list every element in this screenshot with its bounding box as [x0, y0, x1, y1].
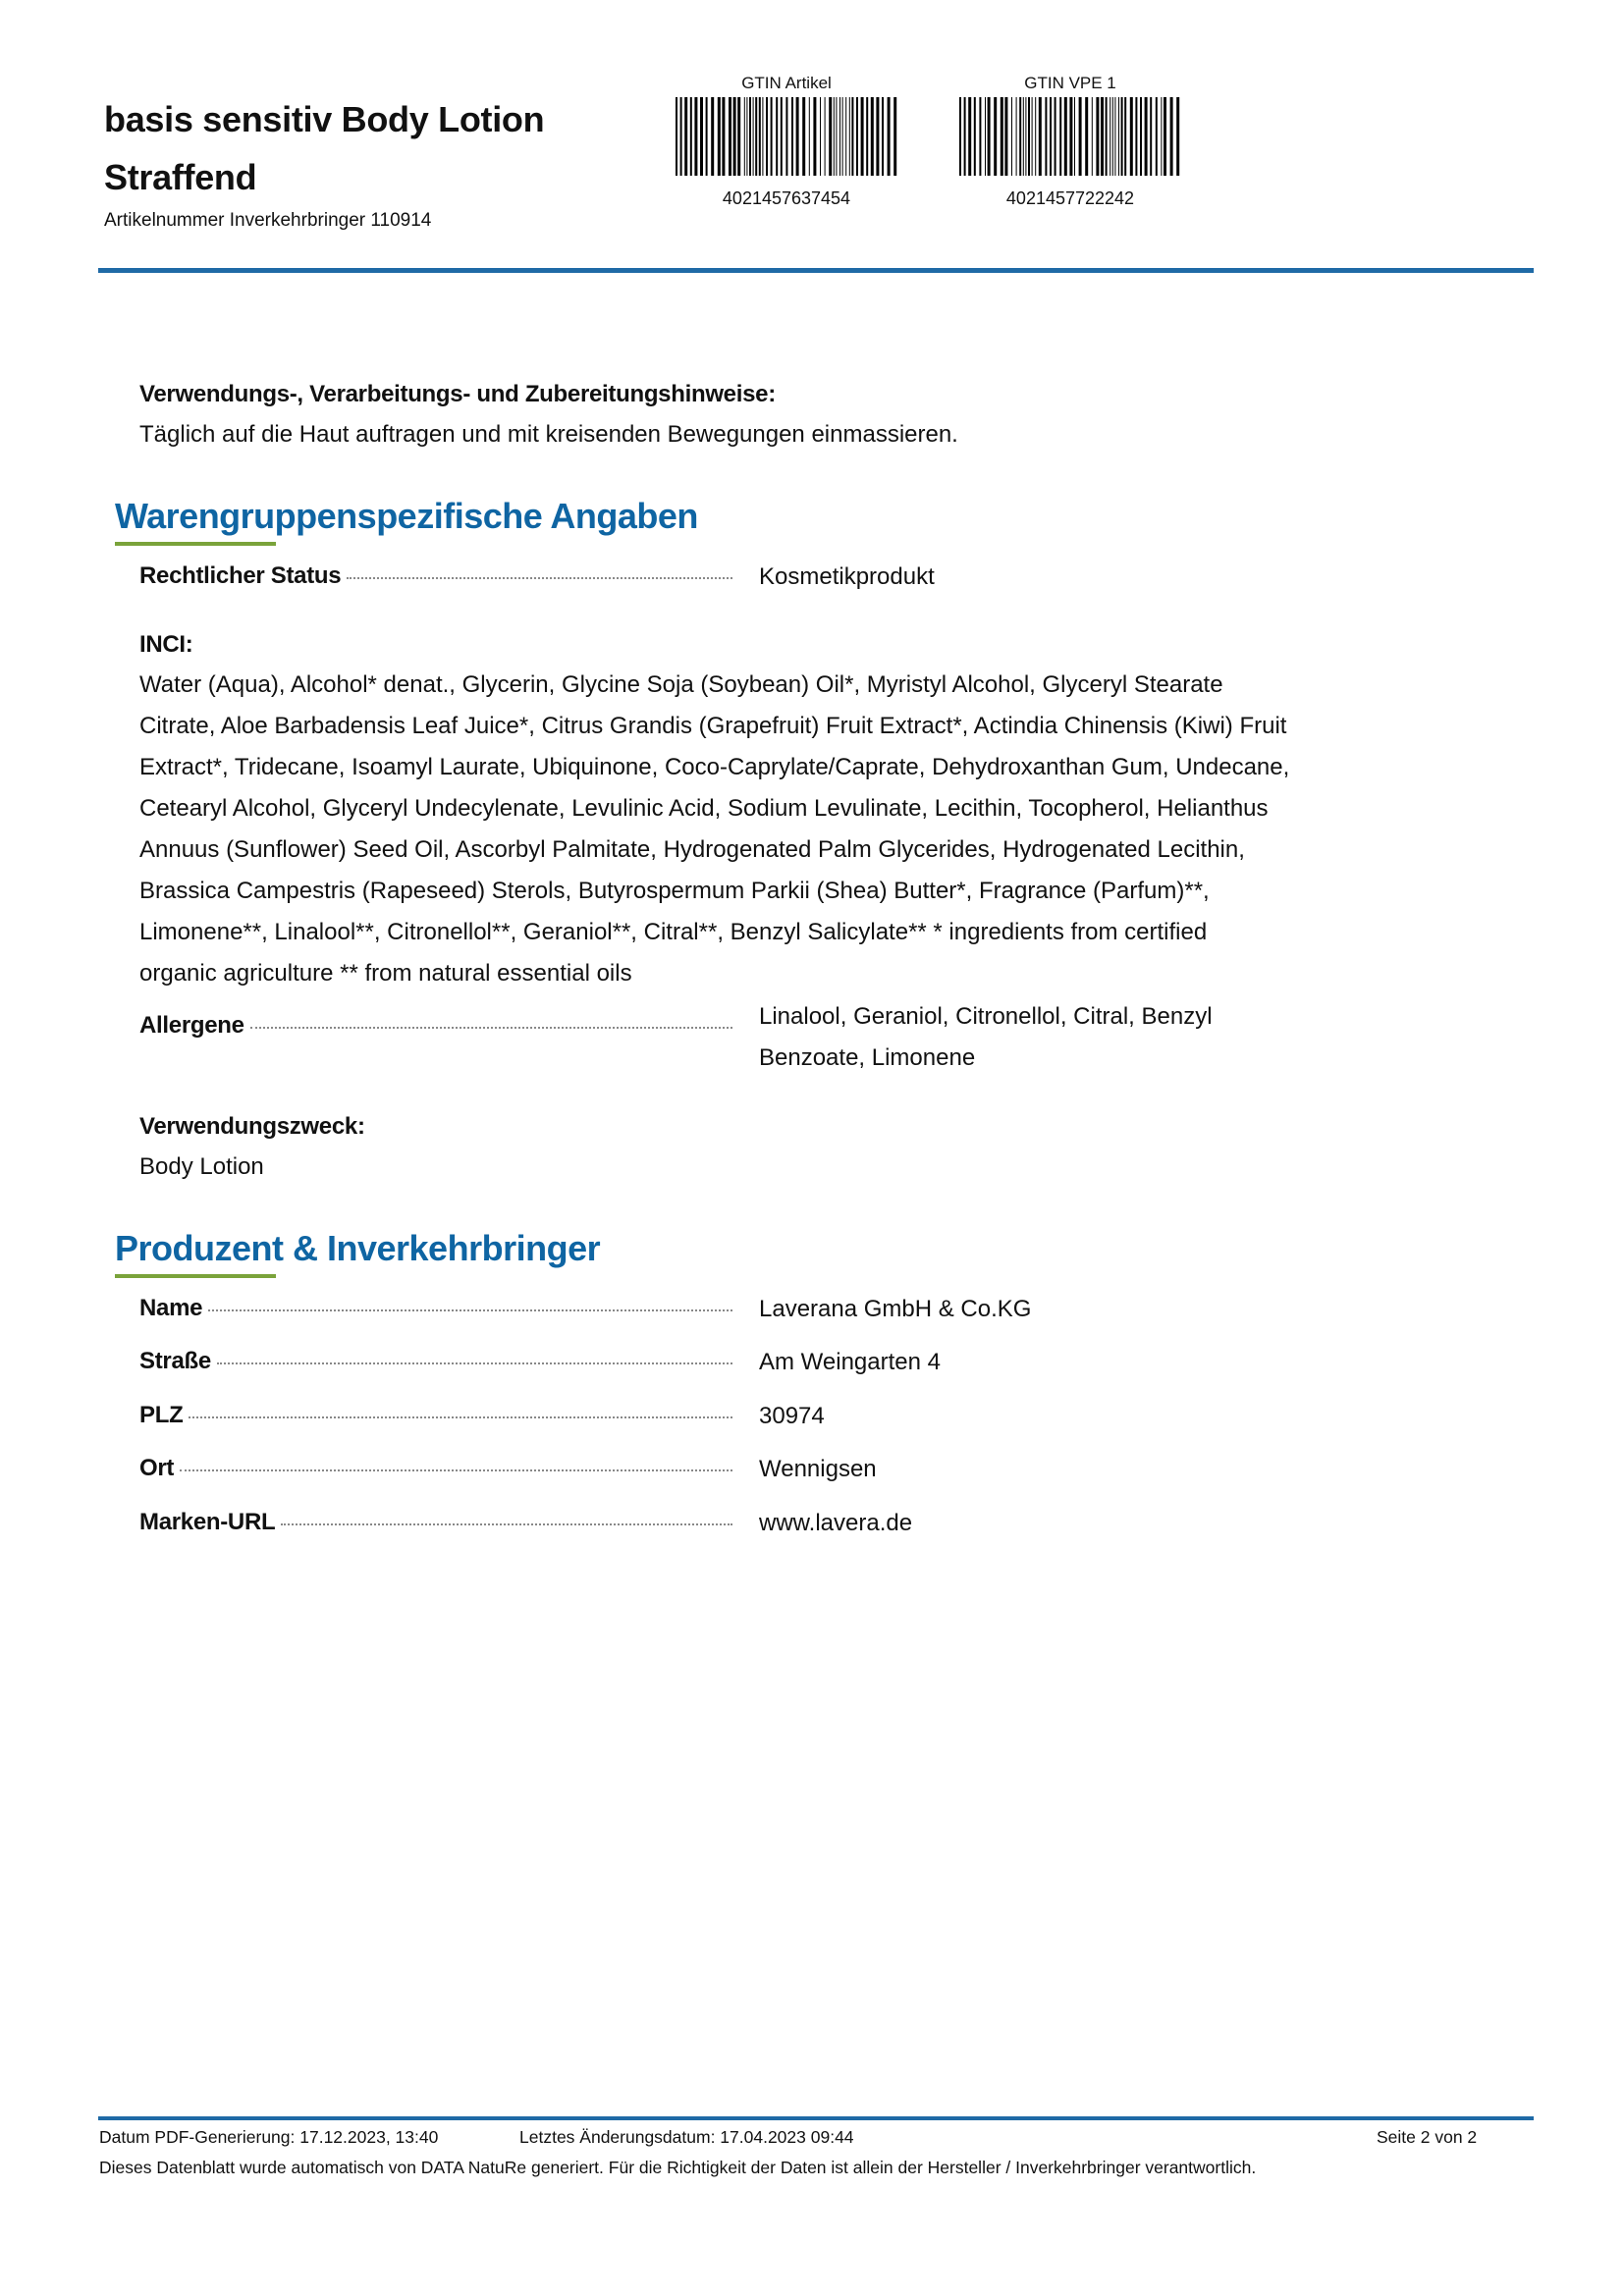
inci-line: Extract*, Tridecane, Isoamyl Laurate, Ubiquinone, Coco-Caprylate/Caprate, Dehydroxanthan Gum, Undecane, [139, 754, 1290, 780]
purpose-value: Body Lotion [139, 1153, 264, 1180]
dot-leader [180, 1469, 732, 1471]
section-title-product-group: Warengruppenspezifische Angaben [115, 496, 698, 536]
producer-zip-label [139, 1402, 732, 1429]
producer-name-value: Laverana GmbH & Co.KG [759, 1296, 1032, 1322]
inci-line: Citrate, Aloe Barbadensis Leaf Juice*, Citrus Grandis (Grapefruit) Fruit Extract*, Actindia Chinensis (Kiwi) Fruit [139, 713, 1287, 739]
dot-leader [347, 577, 732, 579]
allergens-value [759, 996, 1368, 1079]
row-label-text: Name [139, 1295, 203, 1321]
dot-leader [250, 1027, 732, 1029]
row-label-text: Straße [139, 1348, 211, 1374]
purpose-label: Verwendungszweck: [139, 1113, 365, 1140]
inci-label: INCI: [139, 631, 193, 658]
row-label-text: PLZ [139, 1402, 184, 1428]
barcode-number: 4021457637454 [722, 188, 851, 208]
inci-text [139, 665, 1377, 994]
legal-status-label [139, 562, 732, 590]
footer-page-number: Seite 2 von 2 [1377, 2127, 1478, 2147]
barcode-label: GTIN Artikel [741, 74, 832, 92]
dot-leader [208, 1309, 732, 1311]
row-label-text: Marken-URL [139, 1509, 276, 1535]
footer-divider [98, 2116, 1534, 2120]
inci-line: Limonene**, Linalool**, Citronellol**, Geraniol**, Citral**, Benzyl Salicylate** * ingredients from certified [139, 919, 1208, 945]
barcode-gtin-vpe1 [952, 75, 1188, 207]
article-number: Artikelnummer Inverkehrbringer 110914 [104, 210, 432, 231]
producer-name-label [139, 1295, 732, 1322]
legal-status-value: Kosmetikprodukt [759, 563, 935, 590]
section-title-producer: Produzent & Inverkehrbringer [115, 1228, 601, 1268]
inci-line: Annuus (Sunflower) Seed Oil, Ascorbyl Palmitate, Hydrogenated Palm Glycerides, Hydrogenated Lecithin, [139, 836, 1245, 863]
barcode-icon [674, 97, 899, 176]
product-title-line1: basis sensitiv Body Lotion [104, 99, 545, 139]
producer-city-label [139, 1455, 732, 1482]
producer-zip-value: 30974 [759, 1403, 825, 1429]
brand-url-label [139, 1509, 732, 1536]
footer-disclaimer: Dieses Datenblatt wurde automatisch von DATA NatuRe generiert. Für die Richtigkeit der Daten ist allein der Hersteller / Inverkehrbringer verantwortlich. [99, 2158, 1257, 2177]
brand-url-value[interactable]: www.lavera.de [759, 1510, 913, 1536]
inci-line: Brassica Campestris (Rapeseed) Sterols, Butyrospermum Parkii (Shea) Butter*, Fragrance (Parfum)**, [139, 878, 1210, 904]
footer-generated-date: Datum PDF-Generierung: 17.12.2023, 13:40 [99, 2127, 439, 2147]
row-label-text: Ort [139, 1455, 175, 1481]
allergens-line: Linalool, Geraniol, Citronellol, Citral, Benzyl [759, 1003, 1213, 1030]
producer-street-label [139, 1348, 732, 1375]
usage-label: Verwendungs-, Verarbeitungs- und Zubereitungshinweise: [139, 381, 776, 407]
usage-text: Täglich auf die Haut auftragen und mit kreisenden Bewegungen einmassieren. [139, 421, 958, 448]
barcode-label: GTIN VPE 1 [1024, 74, 1116, 92]
barcode-number: 4021457722242 [1005, 188, 1135, 208]
dot-leader [281, 1523, 732, 1525]
row-label-text: Rechtlicher Status [139, 562, 342, 589]
row-label-text: Allergene [139, 1012, 244, 1039]
footer-changed-date: Letztes Änderungsdatum: 17.04.2023 09:44 [519, 2127, 854, 2147]
section-underline [115, 542, 276, 546]
allergens-line: Benzoate, Limonene [759, 1044, 976, 1071]
dot-leader [217, 1362, 732, 1364]
section-underline [115, 1274, 276, 1278]
barcode-icon [957, 97, 1183, 176]
dot-leader [189, 1416, 732, 1418]
barcode-gtin-article [669, 75, 904, 207]
inci-line: Water (Aqua), Alcohol* denat., Glycerin, Glycine Soja (Soybean) Oil*, Myristyl Alcohol, Glyceryl Stearate [139, 671, 1223, 698]
inci-line: Cetearyl Alcohol, Glyceryl Undecylenate, Levulinic Acid, Sodium Levulinate, Lecithin, Tocopherol, Helianthus [139, 795, 1269, 822]
producer-street-value: Am Weingarten 4 [759, 1349, 941, 1375]
inci-line: organic agriculture ** from natural essential oils [139, 960, 632, 987]
product-title-line2: Straffend [104, 157, 257, 197]
header-divider [98, 268, 1534, 273]
allergens-label [139, 1012, 732, 1040]
producer-city-value: Wennigsen [759, 1456, 877, 1482]
